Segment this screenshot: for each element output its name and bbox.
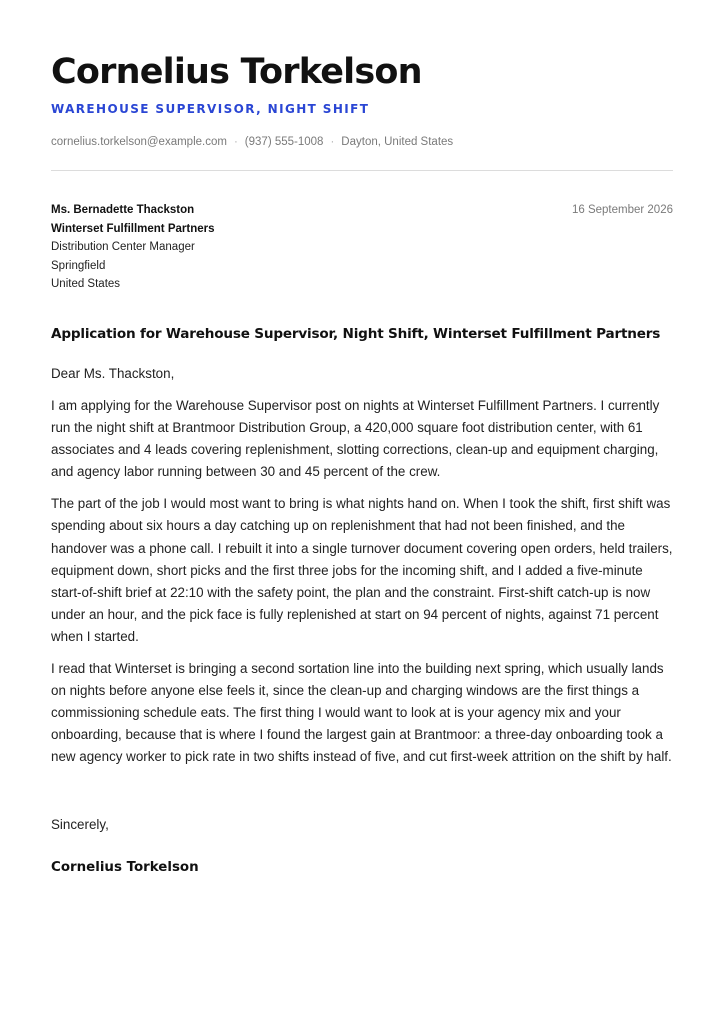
- header-divider: [51, 170, 673, 171]
- body-paragraph: The part of the job I would most want to bring is what nights hand on. When I took the shift, first shift was spending about six hours a day catching up on replenishment that had not been finished, and the handover was a phone call. I rebuilt it into a single turnover document covering open orders, held trailers, equipment down, short picks and the first three jobs for the incoming shift, and I added a five-minute start-of-shift brief at 22:10 with the safety point, the plan and the constraint. First-shift catch-up is now under an hour, and the pick face is fully replenished at start on 94 percent of nights, against 71 percent when I started.: [51, 496, 673, 644]
- body-paragraph: I read that Winterset is bringing a second sortation line into the building next spring, which usually lands on nights before anyone else feels it, since the clean-up and charging windows are the first things a commissioning schedule eats. The first thing I would want to look at is your agency mix and your onboarding, because that is where I found the largest gain at Brantmoor: a three-day onboarding took a new agency worker to pick rate in two shifts instead of five, and cut first-week attrition on the shift by half.: [51, 661, 672, 765]
- contact-line: [51, 134, 453, 150]
- contact-separator: ·: [330, 136, 335, 148]
- signature: Cornelius Torkelson: [51, 860, 199, 875]
- applicant-role: WAREHOUSE SUPERVISOR, NIGHT SHIFT: [51, 102, 370, 116]
- contact-separator: ·: [233, 136, 238, 148]
- recipient-country: United States: [51, 278, 121, 291]
- recipient-block: [51, 201, 214, 294]
- recipient-name: Ms. Bernadette Thackston: [51, 204, 195, 216]
- salutation: Dear Ms. Thackston,: [51, 366, 175, 381]
- contact-location: Dayton, United States: [341, 136, 454, 148]
- contact-phone: (937) 555-1008: [244, 136, 324, 148]
- applicant-name: Cornelius Torkelson: [51, 52, 422, 92]
- recipient-company: Winterset Fulfillment Partners: [51, 222, 215, 235]
- body-paragraph: I am applying for the Warehouse Supervisor post on nights at Winterset Fulfillment Partners. I currently run the night shift at Brantmoor Distribution Group, a 420,000 square foot distribution center, with 61 associates and 4 leads covering replenishment, slotting corrections, clean-up and equipment charging, and agency labor running between 30 and 45 percent of the crew.: [51, 398, 660, 480]
- contact-email: cornelius.torkelson@example.com: [51, 136, 227, 148]
- recipient-title: Distribution Center Manager: [51, 241, 195, 254]
- recipient-city: Springfield: [51, 259, 106, 272]
- closing: Sincerely,: [51, 817, 109, 832]
- letter-date: 16 September 2026: [571, 204, 673, 216]
- letter-subject: Application for Warehouse Supervisor, Night Shift, Winterset Fulfillment Partners: [51, 326, 661, 342]
- letter-body: [51, 395, 673, 779]
